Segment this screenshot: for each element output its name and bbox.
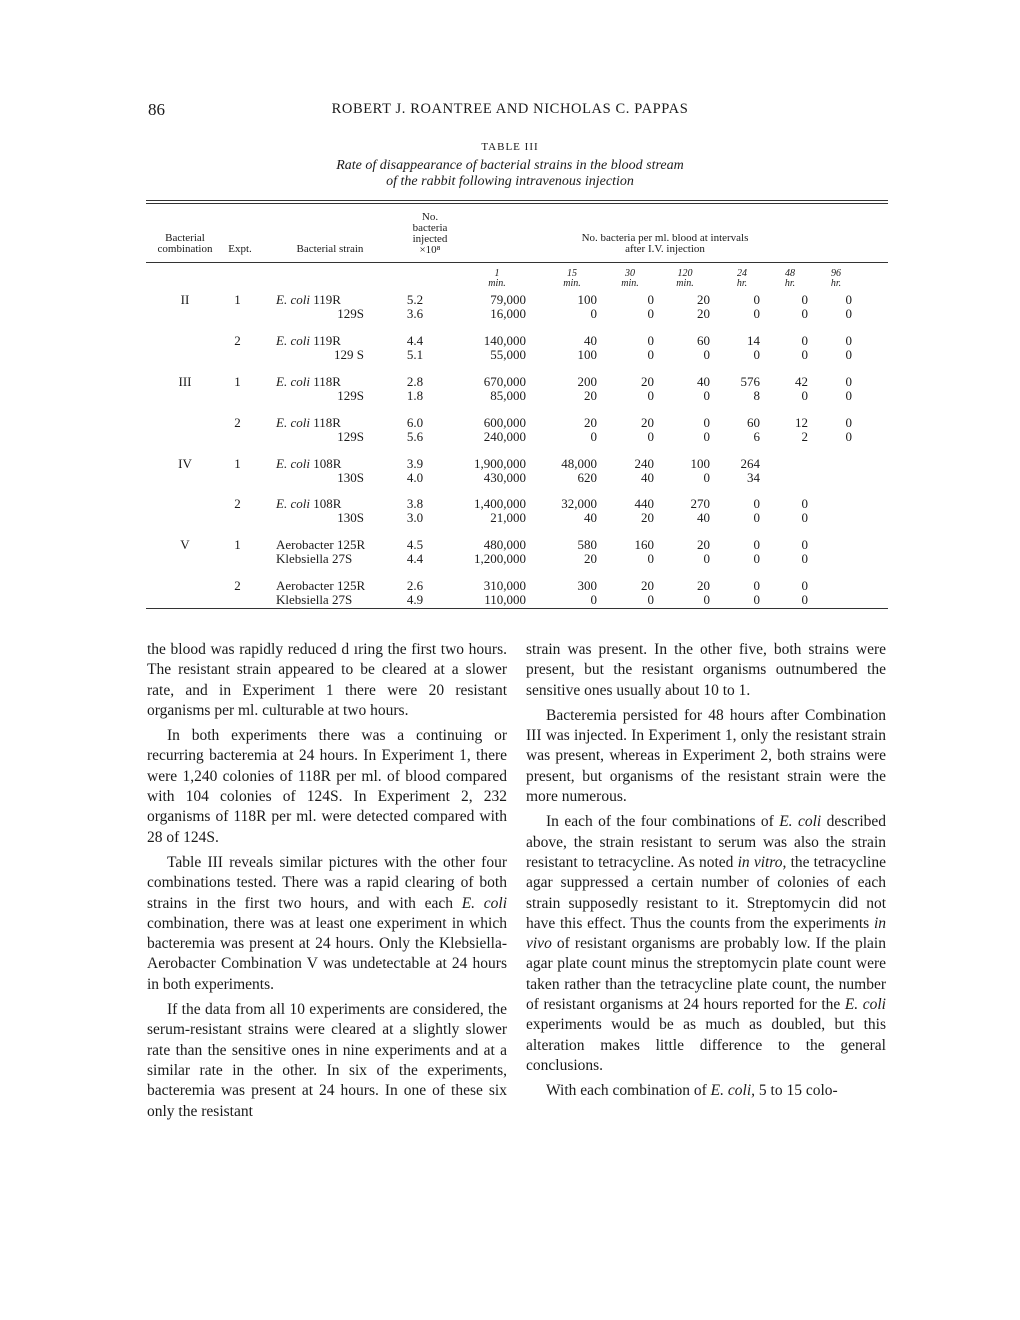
count-cell: 0: [845, 374, 852, 389]
count-cell: 40: [584, 509, 597, 525]
count-cell: 32,000: [561, 496, 597, 511]
table-top-rule-2: [146, 203, 888, 204]
injected-value: 4.0: [406, 469, 424, 485]
strain-code: Aerobacter 125R: [276, 578, 366, 593]
count-cell: 6: [753, 428, 760, 444]
count-cell: 0: [801, 578, 808, 593]
count-cell: 55,000: [490, 346, 526, 362]
count-cell: 0: [753, 496, 760, 511]
table-top-rule: [146, 200, 888, 201]
count-cell: 40: [697, 509, 710, 525]
strain-code: 119R: [313, 292, 341, 307]
count-cell: 430,000: [483, 469, 526, 485]
count-cell: 0: [753, 550, 760, 566]
count-cell: 100: [577, 346, 597, 362]
count-cell: 110,000: [484, 591, 526, 607]
table-label: TABLE III: [481, 141, 539, 153]
interval-header-5: [765, 269, 815, 289]
interval-header-0: [472, 269, 522, 289]
injected-value: 5.1: [406, 346, 424, 362]
left-paragraph-4: If the data from all 10 experiments are considered, the serum-resistant strains were cleared at a slightly slower rate than the sensitive ones in nine experiments and at a similar rate in the other. In six of the experiments, bacteremia was present at 24 hours. In one of these six only the resistant: [147, 1001, 507, 1120]
interval-header-1: [547, 269, 597, 289]
combination-label: III: [178, 374, 192, 389]
table-bottom-rule: [146, 608, 888, 609]
strain-name: [276, 538, 365, 552]
running-title: ROBERT J. ROANTREE AND NICHOLAS C. PAPPAS: [331, 101, 689, 117]
interval-unit: min.: [621, 278, 639, 289]
count-cell: 0: [845, 387, 852, 403]
count-cell: 620: [577, 469, 597, 485]
strain-name: 129S: [337, 428, 364, 444]
count-cell: 0: [703, 346, 710, 362]
combination-label: IV: [178, 456, 192, 471]
count-cell: 0: [801, 305, 808, 321]
interval-unit: hr.: [830, 278, 842, 289]
interval-value: 30: [625, 268, 635, 279]
count-cell: 140,000: [483, 333, 526, 348]
count-cell: 240,000: [483, 428, 526, 444]
interval-header-4: [717, 269, 767, 289]
header-counts-2: after I.V. injection: [625, 243, 705, 255]
injected-value: 2.6: [406, 578, 424, 593]
right-p3-d: of resistant organisms are probably low. If the plain agar plate count minus the streptomycin plate count were taken rather than the tetracycline plate count, the number of resistant organisms at 24 hours reported for the: [526, 935, 886, 1014]
injected-value: 3.6: [406, 305, 424, 321]
strain-genus: E. coli: [276, 374, 314, 389]
text-column-right: [526, 640, 886, 1160]
left-paragraph-2: In both experiments there was a continuing or recurring bacteremia at 24 hours. In Experiment 1, there were 1,240 colonies of 118R per ml. of blood compared with 104 colonies of 124S. In Experiment 2, 232 organisms of 118R per ml. were detected compared with 28 of 124S.: [147, 727, 507, 846]
interval-value: 1: [494, 268, 500, 279]
count-cell: 600,000: [483, 415, 526, 430]
strain-name: 130S: [337, 469, 364, 485]
count-cell: 0: [845, 305, 852, 321]
expt-number: 1: [234, 292, 241, 307]
interval-header-3: [660, 269, 710, 289]
right-p4-italic: E. coli,: [710, 1082, 756, 1100]
right-paragraph-1: strain was present. In the other five, both strains were present, but the resistant organisms outnumbered the sensitive ones usually about 10 to 1.: [526, 641, 886, 699]
count-cell: 20: [697, 578, 710, 593]
interval-unit: min.: [563, 278, 581, 289]
left-p3-b: combination, there was at least one experiment in which bacteremia was present at 24 hours. Only the Klebsiella-Aerobacter Combination V was undetectable at 24 hours in both experiments.: [147, 914, 507, 993]
right-paragraph-2: Bacteremia persisted for 48 hours after Combination III was injected. In Experiment 1, only the resistant strain was present, whereas in Experiment 2, both strains were present, but organisms of the resistant strain were the more numerous.: [526, 706, 886, 806]
strain-name: Klebsiella 27S: [276, 550, 353, 566]
count-cell: 240: [634, 456, 654, 471]
count-cell: 40: [584, 333, 597, 348]
injected-value: 1.8: [406, 387, 424, 403]
strain-name: [276, 293, 341, 307]
table-caption: [0, 158, 1020, 190]
strain-genus: E. coli: [276, 496, 314, 511]
count-cell: 42: [795, 374, 808, 389]
count-cell: 20: [584, 387, 597, 403]
count-cell: 0: [753, 509, 760, 525]
count-cell: 0: [647, 346, 654, 362]
strain-name: 129 S: [334, 346, 364, 362]
header-counts: [500, 233, 830, 255]
count-cell: 40: [697, 374, 710, 389]
count-cell: 0: [801, 292, 808, 307]
count-cell: 34: [747, 469, 760, 485]
injected-value: 6.0: [406, 415, 424, 430]
count-cell: 20: [697, 537, 710, 552]
strain-code: Aerobacter 125R: [276, 537, 366, 552]
left-p3-a: Table III reveals similar pictures with the other four combinations tested. There was a rapid clearing of both strains in the first two hours, and with each: [147, 853, 507, 912]
count-cell: 21,000: [490, 509, 526, 525]
injected-value: 4.5: [406, 537, 424, 552]
count-cell: 20: [697, 305, 710, 321]
strain-name: [276, 497, 341, 511]
header-injected: [395, 212, 465, 256]
interval-header-6: [811, 269, 861, 289]
injected-value: 2.8: [406, 374, 424, 389]
count-cell: 79,000: [490, 292, 526, 307]
count-cell: 0: [801, 537, 808, 552]
expt-number: 2: [234, 333, 241, 348]
strain-name: [276, 579, 365, 593]
count-cell: 0: [590, 591, 597, 607]
count-cell: 20: [584, 415, 597, 430]
header-combination-2: combination: [157, 243, 213, 255]
count-cell: 0: [801, 333, 808, 348]
count-cell: 0: [845, 428, 852, 444]
strain-name: [276, 375, 341, 389]
header-expt: Expt.: [228, 243, 252, 255]
interval-header-2: [605, 269, 655, 289]
strain-name: [276, 416, 341, 430]
count-cell: 0: [703, 387, 710, 403]
count-cell: 0: [753, 292, 760, 307]
count-cell: 310,000: [483, 578, 526, 593]
strain-code: 108R: [313, 496, 342, 511]
right-p3-b: described above, the strain resistant to serum was also the strain resistant to tetracycline. As noted: [526, 813, 887, 871]
right-p4-b: 5 to 15 colo-: [755, 1082, 838, 1100]
left-p3-italic: E. coli: [461, 894, 507, 912]
count-cell: 40: [641, 469, 654, 485]
count-cell: 0: [801, 591, 808, 607]
count-cell: 264: [740, 456, 760, 471]
header-injected-4: ×10⁸: [419, 244, 441, 256]
strain-code: 108R: [313, 456, 342, 471]
interval-unit: hr.: [784, 278, 796, 289]
header-combination-1: Bacterial: [165, 232, 205, 244]
right-paragraph-3: [526, 812, 886, 1076]
left-paragraph-1: the blood was rapidly reduced d ıring the first two hours. The resistant strain appeared to be cleared at a slower rate, and in Experiment 1 there were 20 resistant organisms per ml. culturable at two hours.: [147, 641, 507, 719]
count-cell: 16,000: [490, 305, 526, 321]
count-cell: 300: [577, 578, 597, 593]
count-cell: 0: [753, 537, 760, 552]
count-cell: 0: [647, 387, 654, 403]
count-cell: 440: [634, 496, 654, 511]
interval-unit: min.: [488, 278, 506, 289]
count-cell: 0: [703, 428, 710, 444]
interval-unit: min.: [676, 278, 694, 289]
right-p3-italic-2: in vitro,: [737, 853, 787, 871]
count-cell: 0: [647, 550, 654, 566]
count-cell: 2: [801, 428, 808, 444]
count-cell: 1,200,000: [474, 550, 526, 566]
header-injected-2: bacteria: [412, 222, 448, 234]
page-number: 86: [148, 100, 165, 119]
count-cell: 0: [845, 333, 852, 348]
injected-value: 3.9: [406, 456, 424, 471]
count-cell: 100: [577, 292, 597, 307]
count-cell: 0: [753, 346, 760, 362]
injected-value: 4.9: [406, 591, 424, 607]
interval-value: 48: [785, 268, 795, 279]
count-cell: 0: [845, 415, 852, 430]
injected-value: 5.2: [406, 292, 424, 307]
right-p3-italic-3: in vivo: [526, 914, 886, 953]
count-cell: 200: [577, 374, 597, 389]
table-caption-line-2: of the rabbit following intravenous injection: [386, 174, 634, 189]
count-cell: 20: [641, 509, 654, 525]
count-cell: 0: [647, 428, 654, 444]
count-cell: 270: [690, 496, 710, 511]
count-cell: 20: [641, 578, 654, 593]
count-cell: 1,900,000: [474, 456, 526, 471]
count-cell: 160: [634, 537, 654, 552]
count-cell: 48,000: [561, 456, 597, 471]
count-cell: 85,000: [490, 387, 526, 403]
count-cell: 0: [647, 292, 654, 307]
strain-code: 119R: [313, 333, 341, 348]
strain-name: [276, 334, 341, 348]
count-cell: 0: [703, 469, 710, 485]
expt-number: 1: [234, 537, 241, 552]
count-cell: 0: [801, 346, 808, 362]
interval-value: 15: [567, 268, 577, 279]
strain-genus: E. coli: [276, 415, 314, 430]
count-cell: 576: [740, 374, 760, 389]
count-cell: 100: [690, 456, 710, 471]
table-header-rule: [146, 262, 888, 263]
count-cell: 0: [703, 550, 710, 566]
count-cell: 0: [703, 415, 710, 430]
injected-value: 3.8: [406, 496, 424, 511]
interval-value: 96: [831, 268, 841, 279]
table-caption-line-1: Rate of disappearance of bacterial strains in the blood stream: [336, 158, 684, 173]
count-cell: 0: [647, 591, 654, 607]
count-cell: 20: [584, 550, 597, 566]
strain-name: 130S: [337, 509, 364, 525]
injected-value: 3.0: [406, 509, 424, 525]
injected-value: 4.4: [406, 550, 424, 566]
right-p3-e: experiments would be as much as doubled, but this alteration makes little difference to the general conclusions.: [526, 1016, 886, 1074]
interval-unit: hr.: [736, 278, 748, 289]
strain-code: 118R: [313, 374, 341, 389]
count-cell: 60: [747, 415, 760, 430]
strain-name: 129S: [337, 387, 364, 403]
strain-name: [276, 457, 341, 471]
count-cell: 0: [845, 292, 852, 307]
right-p3-italic-4: E. coli: [844, 996, 886, 1014]
count-cell: 20: [641, 374, 654, 389]
right-p3-c: the tetracycline agar suppressed a certain number of colonies of each strain supposedly resistant to it. Streptomycin did not have this effect. Thus the counts from the experiments: [526, 853, 886, 932]
strain-name: Klebsiella 27S: [276, 591, 353, 607]
text-column-left: [147, 640, 507, 1160]
strain-code: 118R: [313, 415, 341, 430]
count-cell: 0: [801, 509, 808, 525]
expt-number: 2: [234, 496, 241, 511]
count-cell: 20: [697, 292, 710, 307]
strain-genus: E. coli: [276, 456, 314, 471]
count-cell: 0: [753, 578, 760, 593]
interval-value: 24: [737, 268, 747, 279]
count-cell: 0: [845, 346, 852, 362]
right-p3-italic-1: E. coli: [779, 813, 822, 831]
count-cell: 480,000: [483, 537, 526, 552]
count-cell: 1,400,000: [474, 496, 526, 511]
count-cell: 0: [753, 305, 760, 321]
expt-number: 2: [234, 415, 241, 430]
combination-label: II: [180, 292, 190, 307]
expt-number: 2: [234, 578, 241, 593]
count-cell: 0: [801, 550, 808, 566]
count-cell: 60: [697, 333, 710, 348]
count-cell: 0: [753, 591, 760, 607]
strain-name: 129S: [337, 305, 364, 321]
header-injected-1: No.: [421, 211, 439, 223]
injected-value: 5.6: [406, 428, 424, 444]
count-cell: 0: [590, 305, 597, 321]
right-p4-a: With each combination of: [546, 1082, 711, 1100]
count-cell: 580: [577, 537, 597, 552]
count-cell: 0: [801, 387, 808, 403]
injected-value: 4.4: [406, 333, 424, 348]
count-cell: 20: [641, 415, 654, 430]
count-cell: 670,000: [483, 374, 526, 389]
combination-label: V: [180, 537, 190, 552]
count-cell: 0: [647, 305, 654, 321]
expt-number: 1: [234, 456, 241, 471]
count-cell: 8: [753, 387, 760, 403]
count-cell: 0: [647, 333, 654, 348]
left-paragraph-3: [147, 853, 507, 995]
header-counts-1: No. bacteria per ml. blood at intervals: [581, 232, 749, 244]
count-cell: 0: [801, 496, 808, 511]
header-injected-3: injected: [412, 233, 448, 245]
count-cell: 0: [590, 428, 597, 444]
interval-value: 120: [677, 268, 693, 279]
header-combination: [150, 233, 220, 255]
right-paragraph-4: [526, 1081, 886, 1101]
count-cell: 0: [703, 591, 710, 607]
right-p3-a: In each of the four combinations of: [546, 813, 780, 831]
count-cell: 14: [747, 333, 760, 348]
strain-genus: E. coli: [276, 292, 314, 307]
strain-genus: E. coli: [276, 333, 314, 348]
header-strain: Bacterial strain: [296, 243, 364, 255]
count-cell: 12: [795, 415, 808, 430]
expt-number: 1: [234, 374, 241, 389]
